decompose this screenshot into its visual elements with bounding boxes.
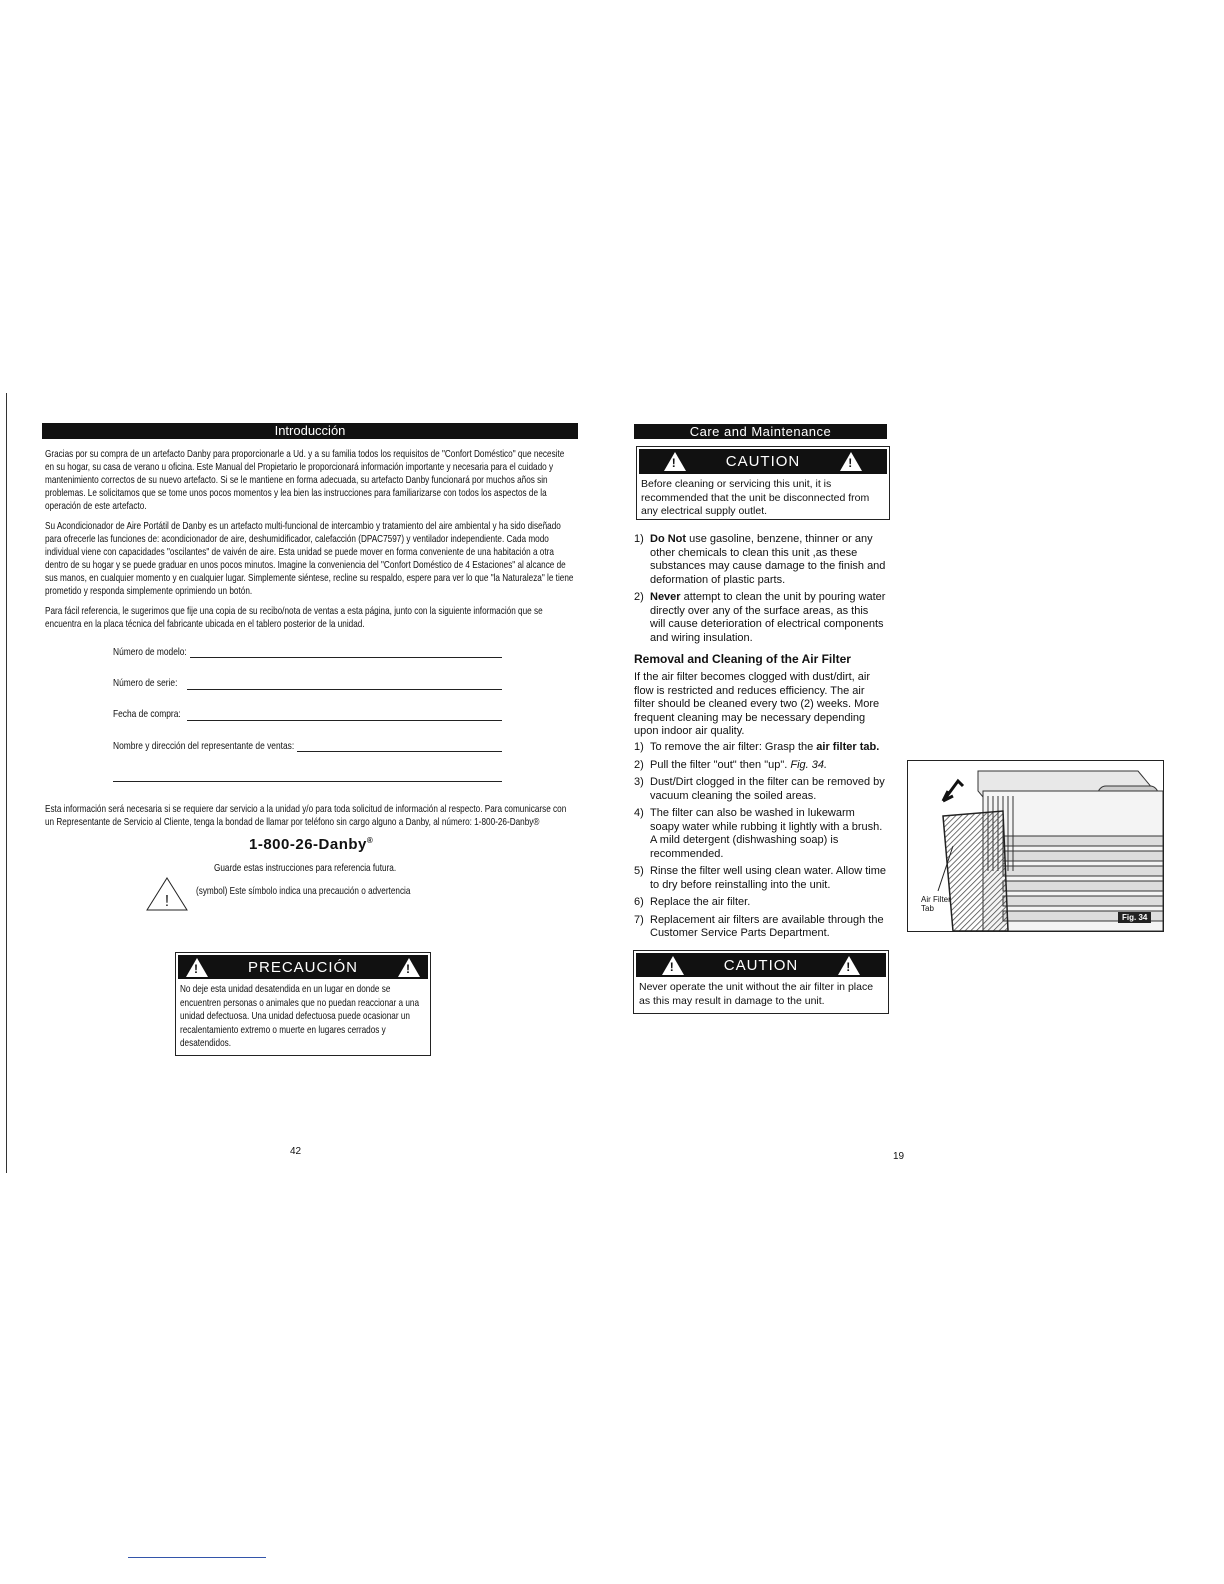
list-item-text: Rinse the filter well using clean water. Allow time to dry before reinstalling into the unit. bbox=[650, 865, 886, 891]
intro-text bbox=[45, 448, 575, 638]
list-item-number: 1) bbox=[634, 741, 644, 753]
warning-triangle-icon bbox=[838, 956, 860, 975]
caution-header bbox=[639, 449, 887, 474]
caution-header bbox=[636, 953, 886, 977]
list-item-text: Replace the air filter. bbox=[650, 896, 751, 908]
intro-paragraph: Para fácil referencia, le sugerimos que fije una copia de su recibo/nota de ventas a esta página, junto con la siguiente información que se encuentra en la placa técnica del fabricante ubicada en el tablero posterior de la unidad. bbox=[45, 605, 543, 630]
care-maintenance-header: Care and Maintenance bbox=[634, 424, 887, 439]
service-text: Esta información será necesaria si se requiere dar servicio a la unidad y/o para toda solicitud de información al respecto. Para comunicarse con un Representante de Servicio al Cliente, tenga la bondad de llamar por teléfono sin cargo alguno a Danby, al número: 1-800-26-Danby® bbox=[45, 803, 567, 828]
phone-number: 1-800-26-Danby® bbox=[249, 836, 374, 853]
keep-instructions: Guarde estas instrucciones para referencia futura. bbox=[214, 862, 397, 874]
list-item-text: attempt to clean the unit by pouring water directly over any of the surface areas, as this will cause deterioration of electrical components and wiring insulation. bbox=[650, 591, 886, 644]
filter-steps-list bbox=[634, 741, 886, 945]
list-item bbox=[634, 776, 886, 803]
precaucion-text: No deje esta unidad desatendida en un lugar en donde se encuentren personas o animales que no puedan reaccionar a una unidad defectuosa. Una unidad defectuosa puede ocasionar un recalentamiento extremo o muerte en lugares cerrados y desatendidos. bbox=[180, 983, 420, 1049]
warning-triangle-icon bbox=[398, 958, 420, 977]
caution-title: CAUTION bbox=[725, 453, 801, 470]
list-item-bold: Never bbox=[650, 591, 681, 603]
caution-box-2 bbox=[633, 950, 889, 1014]
page-number-left: 42 bbox=[290, 1146, 302, 1157]
list-item-number: 1) bbox=[634, 533, 644, 545]
serial-number-line bbox=[187, 689, 502, 690]
list-item-number: 6) bbox=[634, 896, 644, 908]
list-item bbox=[634, 533, 886, 587]
bottom-rule bbox=[128, 1557, 266, 1558]
purchase-date-label: Fecha de compra: bbox=[113, 708, 181, 720]
list-item bbox=[634, 759, 886, 773]
caution-title: CAUTION bbox=[723, 956, 799, 974]
list-item-text: use gasoline, benzene, thinner or any other chemicals to clean this unit ,as these substances may cause damage to the finish and deformation of plastic parts. bbox=[650, 533, 886, 586]
warning-triangle-icon bbox=[662, 956, 684, 975]
warning-triangle-icon bbox=[840, 452, 862, 471]
intro-paragraph: Gracias por su compra de un artefacto Danby para proporcionarle a Ud. y a su familia todos los requisitos de "Confort Doméstico" que necesite en su hogar, su casa de verano u oficina. Este Manual del Propietario le proporcionará información importante y necesaria para el cuidado y mantenimiento correctos de su nuevo artefacto. Si se le mantiene en forma adecuada, su artefacto Danby funcionará por muchos años sin problemas. Le solicitamos que se tome unos pocos momentos y lea bien las instrucciones para familiarizarse con todos los aspectos de la operación de este artefacto. bbox=[45, 448, 565, 512]
svg-text:!: ! bbox=[164, 893, 170, 910]
list-item-italic: Fig. 34. bbox=[790, 758, 828, 771]
list-item-text: The filter can also be washed in lukewarm soapy water while rubbing it lightly with a brush. A mild detergent (dishwashing soap) is recommended. bbox=[650, 807, 883, 860]
purchase-date-line bbox=[187, 720, 502, 721]
cleaning-warnings-list bbox=[634, 533, 886, 649]
list-item-number: 5) bbox=[634, 865, 644, 877]
air-filter-subheading: Removal and Cleaning of the Air Filter bbox=[634, 652, 851, 666]
air-filter-tab-label: Air Filter Tab bbox=[921, 895, 951, 913]
list-item bbox=[634, 807, 886, 861]
list-item-number: 4) bbox=[634, 807, 644, 819]
dealer-label: Nombre y dirección del representante de ventas: bbox=[113, 740, 295, 752]
model-number-label: Número de modelo: bbox=[113, 646, 187, 658]
dealer-line-2 bbox=[113, 781, 502, 782]
list-item bbox=[634, 914, 886, 941]
symbol-text: (symbol) Este símbolo indica una precaución o advertencia bbox=[196, 885, 411, 897]
list-item-number: 3) bbox=[634, 776, 644, 788]
list-item-text: To remove the air filter: Grasp the bbox=[650, 741, 817, 753]
list-item-number: 2) bbox=[634, 758, 644, 771]
list-item-number: 7) bbox=[634, 913, 644, 926]
caution-text: Never operate the unit without the air filter in place as this may result in damage to the unit. bbox=[639, 981, 874, 1007]
filter-intro: If the air filter becomes clogged with dust/dirt, air flow is restricted and reduces efficiency. The air filter should be cleaned every two (2) weeks. More frequent cleaning may be necessary depending upon indoor air quality. bbox=[634, 671, 880, 737]
model-number-line bbox=[190, 657, 502, 658]
caution-box-1 bbox=[636, 446, 890, 520]
list-item-number: 2) bbox=[634, 591, 644, 603]
introduccion-header: Introducción bbox=[42, 423, 578, 439]
precaucion-title: PRECAUCIÓN bbox=[247, 958, 358, 976]
warning-symbol-icon bbox=[146, 877, 188, 911]
serial-number-label: Número de serie: bbox=[113, 677, 178, 689]
list-item-text: Pull the filter "out" then "up". bbox=[650, 758, 791, 771]
figure-34 bbox=[907, 760, 1164, 932]
warning-triangle-icon bbox=[664, 452, 686, 471]
list-item-text: Dust/Dirt clogged in the filter can be removed by vacuum cleaning the soiled areas. bbox=[650, 776, 885, 802]
phone-number-text: 1-800-26-Danby bbox=[249, 836, 367, 853]
precaucion-header bbox=[178, 955, 428, 979]
list-item-bold: air filter tab. bbox=[816, 741, 880, 753]
intro-paragraph: Su Acondicionador de Aire Portátil de Danby es un artefacto multi-funcional de intercambio y tratamiento del aire ambiental y ha sido diseñado para ofrecerle las funciones de: acondicionador de aire, deshumidificador, calefacción (DPAC7597) y ventilador independiente. Cada modo individual viene con capacidades "oscilantes" de vaivén de aire. Esta unidad se puede mover en forma conveniente de una habitación a otra dentro de su hogar y se puede graduar en unos pocos minutos. Imagine la conveniencia del "Confort Doméstico de 4 Estaciones" al alcance de sus manos, en cualquier momento y en cualquier lugar. Simplemente siéntese, recline su respaldo, espere para ver lo que "la Naturaleza" le tiene prometido y responda simplemente oprimiendo un botón. bbox=[45, 520, 574, 597]
list-item-text: Replacement air filters are available through the Customer Service Parts Department. bbox=[650, 913, 884, 939]
list-item-bold: Do Not bbox=[650, 533, 687, 545]
figure-caption: Fig. 34 bbox=[1118, 912, 1151, 923]
page-edge-line bbox=[6, 393, 7, 1173]
page-number-right: 19 bbox=[893, 1151, 905, 1162]
dealer-line bbox=[297, 751, 502, 752]
list-item bbox=[634, 591, 886, 645]
warning-triangle-icon bbox=[186, 958, 208, 977]
list-item bbox=[634, 741, 886, 755]
list-item bbox=[634, 896, 886, 910]
list-item bbox=[634, 865, 886, 892]
caution-text: Before cleaning or servicing this unit, it is recommended that the unit be disconnected from any electrical supply outlet. bbox=[641, 478, 870, 517]
